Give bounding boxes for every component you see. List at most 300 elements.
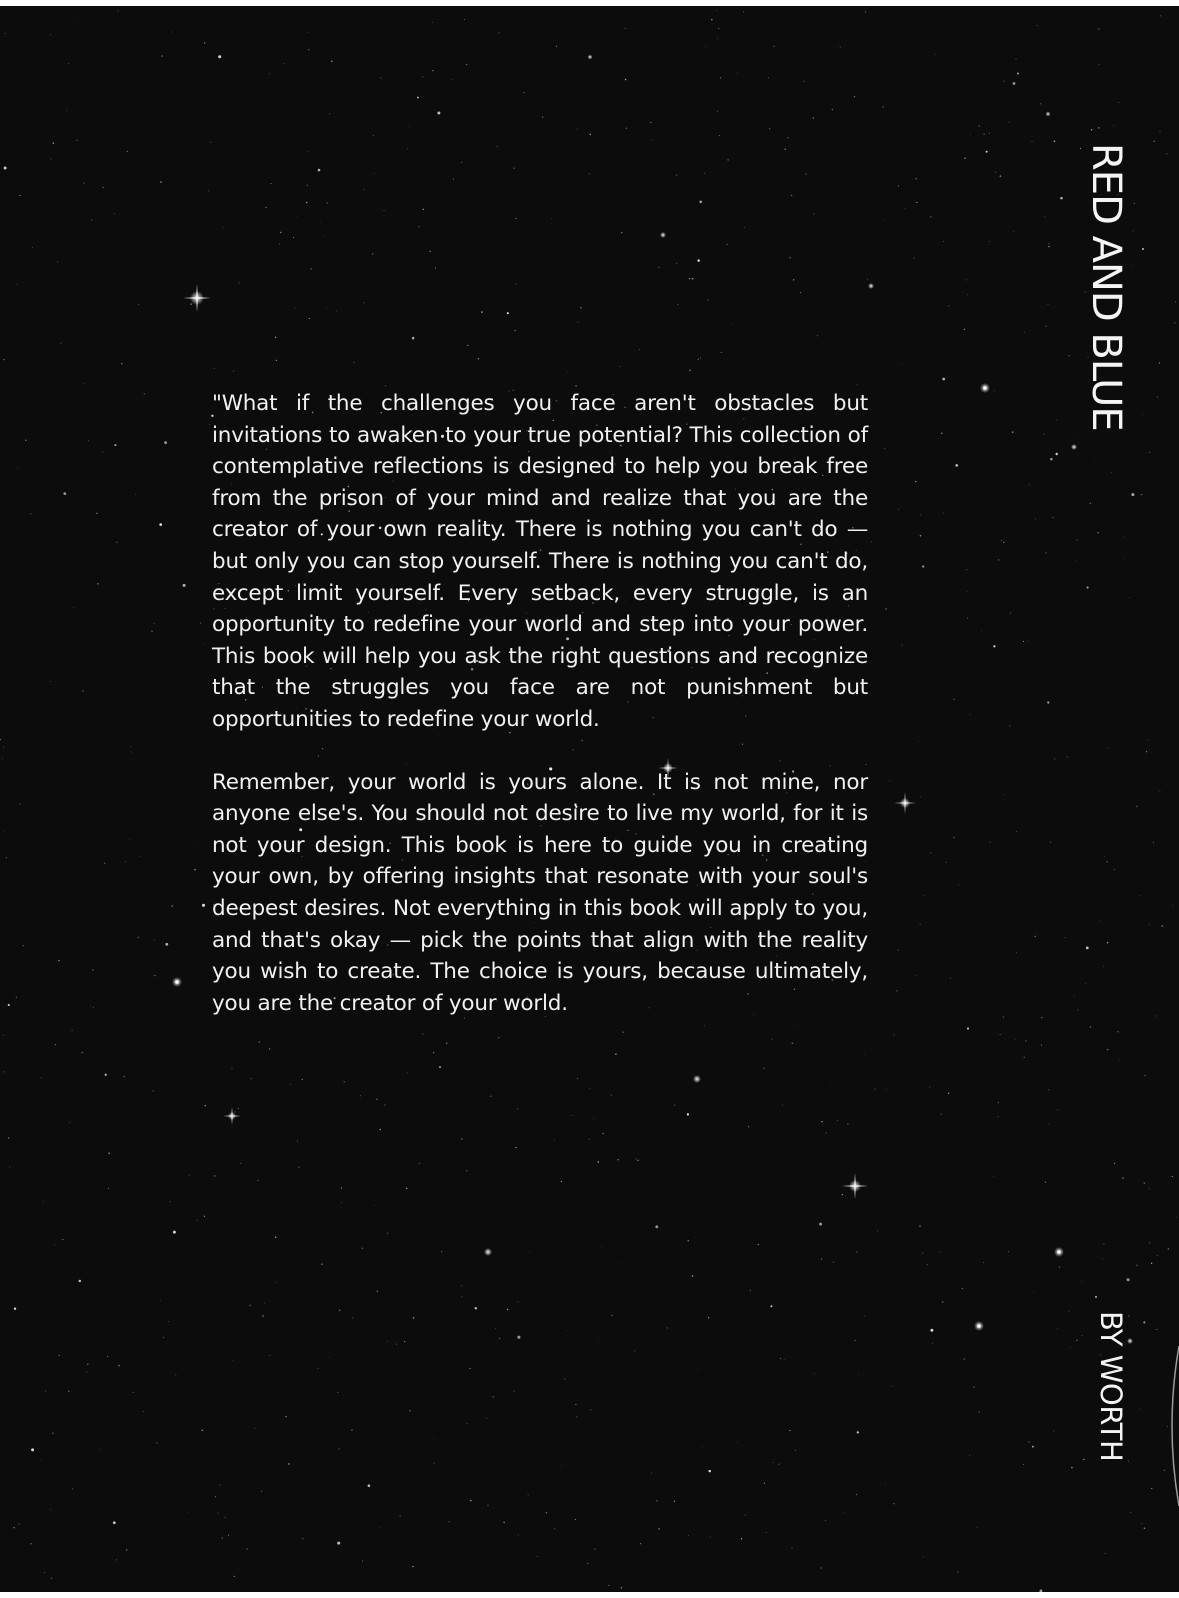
dust-star — [515, 1147, 516, 1148]
cover-edge-curve — [1149, 1346, 1179, 1506]
dust-star — [1175, 301, 1176, 302]
dust-star — [2, 758, 3, 759]
dust-star — [976, 1527, 977, 1528]
dust-star — [337, 1542, 340, 1545]
dust-star — [1124, 537, 1125, 538]
dust-star — [825, 1520, 826, 1521]
dust-star — [218, 1513, 219, 1514]
dust-star — [1106, 861, 1108, 863]
dust-star — [423, 209, 424, 210]
dust-star — [737, 1442, 738, 1443]
dust-star — [210, 142, 211, 143]
dust-star — [108, 1188, 109, 1189]
dust-star — [598, 1161, 599, 1162]
dust-star — [1046, 326, 1047, 327]
sparkle-star — [894, 792, 916, 814]
dust-star — [1149, 452, 1150, 453]
dust-star — [464, 19, 465, 20]
dust-star — [611, 1095, 612, 1096]
dust-star — [276, 360, 277, 361]
dust-star — [1149, 924, 1150, 925]
dust-star — [1098, 127, 1099, 128]
dust-star — [575, 1519, 576, 1520]
dust-star — [1114, 1163, 1115, 1164]
dust-star — [575, 1404, 576, 1405]
dust-star — [258, 1180, 259, 1181]
dust-star — [387, 1341, 388, 1342]
dust-star — [689, 278, 690, 279]
dust-star — [1131, 493, 1134, 496]
dust-star — [1023, 641, 1024, 642]
dust-star — [1077, 1009, 1078, 1010]
dust-star — [737, 73, 738, 74]
dust-star — [676, 174, 678, 176]
back-cover-blurb — [212, 388, 868, 1050]
dust-star — [1081, 1282, 1082, 1283]
dust-star — [68, 63, 69, 64]
dust-star — [1035, 936, 1036, 937]
dust-star — [981, 631, 982, 632]
dust-star — [493, 1396, 494, 1397]
blurb-paragraph: Remember, your world is yours alone. It is not mine, nor anyone else's. You should not desire to live my world, for it is not your design. This book is here to guide you in creating your own, by offering insights that resonate with your soul's deepest desires. Not everything in this book will apply to you, and that's okay — pick the points that align with the reality you wish to create. The choice is yours, because ultimately, you are the creator of your world. — [212, 769, 868, 1016]
dust-star — [138, 937, 139, 938]
dust-star — [773, 1462, 774, 1463]
dust-star — [1102, 1258, 1103, 1259]
dust-star — [308, 151, 309, 152]
dust-star — [302, 1538, 304, 1540]
dust-star — [116, 542, 117, 543]
dust-star — [983, 133, 985, 135]
dust-star — [1015, 1039, 1016, 1040]
dust-star — [858, 1374, 859, 1375]
dust-star — [1105, 1553, 1106, 1554]
dust-star — [590, 134, 592, 136]
dust-star — [1140, 895, 1141, 896]
dust-star — [384, 210, 385, 211]
dust-star — [758, 1244, 759, 1245]
dust-star — [998, 1102, 999, 1103]
dust-star — [580, 307, 581, 308]
dust-star — [635, 1158, 636, 1159]
dust-star — [820, 1567, 821, 1568]
dust-star — [127, 151, 128, 152]
dust-star — [249, 1305, 251, 1307]
dust-star — [1048, 246, 1049, 247]
dust-star — [4, 167, 7, 170]
dust-star — [344, 1081, 345, 1082]
dust-star — [1055, 453, 1057, 455]
dust-star — [374, 173, 375, 174]
dust-star — [805, 173, 806, 174]
dust-star — [164, 441, 167, 444]
dust-star — [920, 796, 921, 797]
dust-star — [108, 1153, 109, 1154]
dust-star — [567, 372, 568, 373]
dust-star — [780, 1358, 781, 1359]
dust-star — [87, 1364, 88, 1365]
dust-star — [1028, 641, 1029, 642]
dust-star — [68, 1370, 69, 1371]
dust-star — [201, 1430, 203, 1432]
dust-star — [159, 523, 162, 526]
dust-star — [844, 1512, 845, 1513]
dust-star — [240, 1163, 241, 1164]
dust-star — [1068, 1311, 1069, 1312]
dust-star — [924, 895, 925, 896]
sparkle-star — [183, 284, 211, 312]
dust-star — [625, 79, 627, 81]
dust-star — [871, 541, 872, 542]
dust-star — [708, 1470, 710, 1472]
dust-star — [1157, 396, 1158, 397]
dust-star — [896, 990, 897, 991]
dust-star — [1000, 175, 1002, 177]
dust-star — [833, 1262, 834, 1263]
dust-star — [19, 1524, 20, 1525]
dust-star — [566, 1331, 567, 1332]
dust-star — [704, 173, 705, 174]
dust-star — [41, 1077, 42, 1078]
dust-star — [5, 33, 6, 34]
dust-star — [705, 46, 706, 47]
dust-star — [475, 1307, 477, 1309]
dust-star — [1075, 560, 1076, 561]
dust-star — [3, 1035, 4, 1036]
dust-star — [16, 997, 17, 998]
dust-star — [288, 1463, 290, 1465]
dust-star — [950, 978, 951, 979]
dust-star — [379, 1129, 380, 1130]
dust-star — [914, 258, 915, 259]
dust-star — [695, 1237, 696, 1238]
dust-star — [307, 32, 308, 33]
dust-star — [17, 468, 18, 469]
dust-star — [102, 451, 103, 452]
dust-star — [3, 747, 4, 748]
dust-star — [1103, 966, 1104, 967]
dust-star — [1098, 28, 1099, 29]
dust-star — [814, 1373, 815, 1374]
dust-star — [214, 1175, 215, 1176]
dust-star — [867, 279, 868, 280]
dust-star — [967, 591, 968, 592]
dust-star — [1085, 983, 1086, 984]
dust-star — [1173, 905, 1174, 906]
dust-star — [54, 1244, 55, 1245]
dust-star — [898, 949, 899, 950]
dust-star — [941, 432, 942, 433]
dust-star — [817, 335, 818, 336]
dust-star — [966, 279, 967, 280]
dust-star — [970, 1455, 971, 1456]
dust-star — [523, 92, 524, 93]
dust-star — [1100, 921, 1101, 922]
dust-star — [954, 699, 955, 700]
dust-star — [1003, 1017, 1004, 1018]
dust-star — [854, 96, 855, 97]
dust-star — [412, 337, 415, 340]
dust-star — [905, 208, 906, 209]
dust-star — [587, 1563, 589, 1565]
dust-star — [1068, 355, 1069, 356]
dust-star — [1149, 1188, 1150, 1189]
dust-star — [204, 42, 205, 43]
dust-star — [1149, 1242, 1150, 1243]
dust-star — [1130, 1512, 1131, 1513]
dust-star — [1127, 1278, 1130, 1281]
dust-star — [341, 1187, 342, 1188]
dust-star — [1087, 587, 1089, 589]
dust-star — [298, 1166, 299, 1167]
dust-star — [813, 117, 814, 118]
dust-star — [50, 158, 51, 159]
dust-star — [1029, 484, 1030, 485]
dust-star — [52, 1433, 53, 1434]
dust-star — [507, 312, 509, 314]
dust-star — [432, 22, 433, 23]
dust-star — [160, 1300, 161, 1301]
dust-star — [20, 803, 21, 804]
dust-star — [589, 173, 590, 174]
dust-star — [741, 1538, 742, 1539]
dust-star — [91, 220, 92, 221]
dust-star — [743, 11, 744, 12]
dust-star — [1104, 856, 1105, 857]
dust-star — [30, 513, 31, 514]
dust-star — [918, 741, 919, 742]
dust-star — [1174, 322, 1175, 323]
dust-star — [1122, 1177, 1124, 1179]
dust-star — [72, 1030, 73, 1031]
dust-star — [439, 1066, 441, 1068]
dust-star — [716, 10, 717, 11]
dust-star — [105, 1074, 107, 1076]
dust-star — [773, 46, 774, 47]
dust-star — [764, 1482, 765, 1483]
dust-star — [560, 1465, 561, 1466]
dust-star — [655, 1225, 658, 1228]
dust-star — [90, 1006, 91, 1007]
dust-star — [62, 1239, 63, 1240]
dust-star — [1010, 613, 1011, 614]
dust-star — [732, 323, 733, 324]
dust-star — [1143, 1321, 1145, 1323]
dust-star — [1048, 304, 1049, 305]
dust-star — [920, 924, 921, 925]
dust-star — [1052, 517, 1053, 518]
dust-star — [228, 1535, 229, 1536]
dust-star — [854, 1340, 855, 1341]
dust-star — [285, 1416, 286, 1417]
dust-star — [1156, 1329, 1157, 1330]
dust-star — [232, 1360, 233, 1361]
dust-star — [143, 1411, 144, 1412]
dust-star — [311, 268, 312, 269]
dust-star — [744, 227, 745, 228]
dust-star — [118, 1365, 120, 1367]
dust-star — [189, 1175, 190, 1176]
dust-star — [967, 618, 968, 619]
bright-star — [983, 386, 987, 390]
dust-star — [898, 509, 899, 510]
dust-star — [1142, 248, 1144, 250]
dust-star — [789, 1430, 790, 1431]
dust-star — [718, 28, 719, 29]
dust-star — [618, 1263, 619, 1264]
dust-star — [84, 182, 85, 183]
dust-star — [1159, 791, 1160, 792]
dust-star — [1082, 1335, 1083, 1336]
dust-star — [14, 1308, 16, 1310]
dust-star — [351, 1429, 353, 1431]
dust-star — [594, 1118, 595, 1119]
dust-star — [1016, 953, 1017, 954]
dust-star — [407, 1072, 408, 1073]
dust-star — [708, 1317, 709, 1318]
dust-star — [832, 109, 833, 110]
dust-star — [658, 1528, 659, 1529]
dust-star — [934, 54, 935, 55]
dust-star — [82, 690, 84, 692]
author-credit: BY WORTH — [1094, 1311, 1128, 1462]
dust-star — [940, 1251, 941, 1252]
dust-star — [625, 28, 626, 29]
dust-star — [857, 1431, 859, 1433]
dust-star — [384, 1104, 385, 1105]
dust-star — [183, 584, 186, 587]
dust-star — [518, 1534, 519, 1535]
dust-star — [233, 371, 234, 372]
dust-star — [1070, 1347, 1071, 1348]
dust-star — [517, 1108, 518, 1109]
dust-star — [577, 128, 578, 129]
bright-star — [1046, 112, 1051, 117]
dust-star — [19, 195, 20, 196]
dust-star — [885, 608, 886, 609]
dust-star — [819, 1223, 822, 1226]
dust-star — [901, 645, 902, 646]
dust-star — [1166, 153, 1167, 154]
dust-star — [893, 1503, 894, 1504]
dust-star — [885, 1484, 886, 1485]
dust-star — [63, 492, 66, 495]
dust-star — [932, 1343, 933, 1344]
dust-star — [1141, 494, 1142, 495]
dust-star — [1049, 1124, 1050, 1125]
dust-star — [318, 169, 321, 172]
dust-star — [284, 63, 285, 64]
dust-star — [697, 259, 699, 261]
dust-star — [133, 1392, 134, 1393]
dust-star — [1056, 420, 1057, 421]
dust-star — [1160, 15, 1161, 16]
dust-star — [238, 1108, 239, 1109]
dust-star — [889, 780, 890, 781]
dust-star — [43, 1201, 44, 1202]
dust-star — [1083, 1459, 1084, 1460]
dust-star — [748, 1126, 749, 1127]
dust-star — [626, 128, 627, 129]
dust-star — [380, 1527, 381, 1528]
dust-star — [1161, 925, 1162, 926]
dust-star — [467, 1423, 468, 1424]
dust-star — [266, 207, 267, 208]
dust-star — [943, 241, 944, 242]
dust-star — [1090, 502, 1092, 504]
dust-star — [993, 1176, 994, 1177]
dust-star — [276, 1282, 277, 1283]
dust-star — [413, 1317, 415, 1319]
dust-star — [1015, 58, 1016, 59]
dust-star — [53, 142, 55, 144]
dust-star — [114, 213, 115, 214]
dust-star — [1142, 1523, 1143, 1524]
dust-star — [1144, 1182, 1146, 1184]
dust-star — [1129, 597, 1130, 598]
dust-star — [677, 304, 678, 305]
dust-star — [688, 1535, 689, 1536]
dust-star — [50, 1509, 51, 1510]
dust-star — [1059, 1267, 1060, 1268]
dust-star — [711, 19, 713, 21]
dust-star — [254, 1428, 255, 1429]
dust-star — [1146, 751, 1147, 752]
dust-star — [161, 55, 163, 57]
dust-star — [967, 294, 968, 295]
dust-star — [1003, 81, 1004, 82]
dust-star — [79, 1280, 81, 1282]
dust-star — [688, 1240, 689, 1241]
dust-star — [840, 47, 841, 48]
dust-star — [187, 1512, 188, 1513]
dust-star — [23, 945, 24, 946]
dust-star — [784, 149, 785, 150]
dust-star — [1071, 1467, 1073, 1469]
book-title: RED AND BLUE — [1083, 143, 1129, 431]
dust-star — [768, 77, 769, 78]
dust-star — [1136, 1265, 1137, 1266]
dust-star — [407, 148, 408, 149]
dust-star — [847, 1123, 848, 1124]
dust-star — [329, 1357, 330, 1358]
dust-star — [1114, 869, 1115, 870]
dust-star — [546, 1512, 548, 1514]
dust-star — [175, 1374, 176, 1375]
dust-star — [1032, 1446, 1034, 1448]
dust-star — [104, 863, 105, 864]
dust-star — [864, 1054, 865, 1055]
dust-star — [385, 385, 386, 386]
dust-star — [1044, 216, 1045, 217]
dust-star — [1024, 332, 1025, 333]
dust-star — [507, 1309, 509, 1311]
dust-star — [884, 220, 885, 221]
dust-star — [306, 202, 308, 204]
dust-star — [197, 1220, 198, 1221]
dust-star — [915, 481, 916, 482]
dust-star — [339, 1310, 341, 1312]
dust-star — [218, 55, 221, 58]
dust-star — [658, 267, 659, 268]
dust-star — [290, 1084, 291, 1085]
dust-star — [223, 227, 224, 228]
dust-star — [857, 385, 858, 386]
dust-star — [590, 1409, 591, 1410]
dust-star — [329, 113, 330, 114]
dust-star — [97, 583, 98, 584]
dust-star — [727, 159, 728, 160]
dust-star — [478, 358, 479, 359]
